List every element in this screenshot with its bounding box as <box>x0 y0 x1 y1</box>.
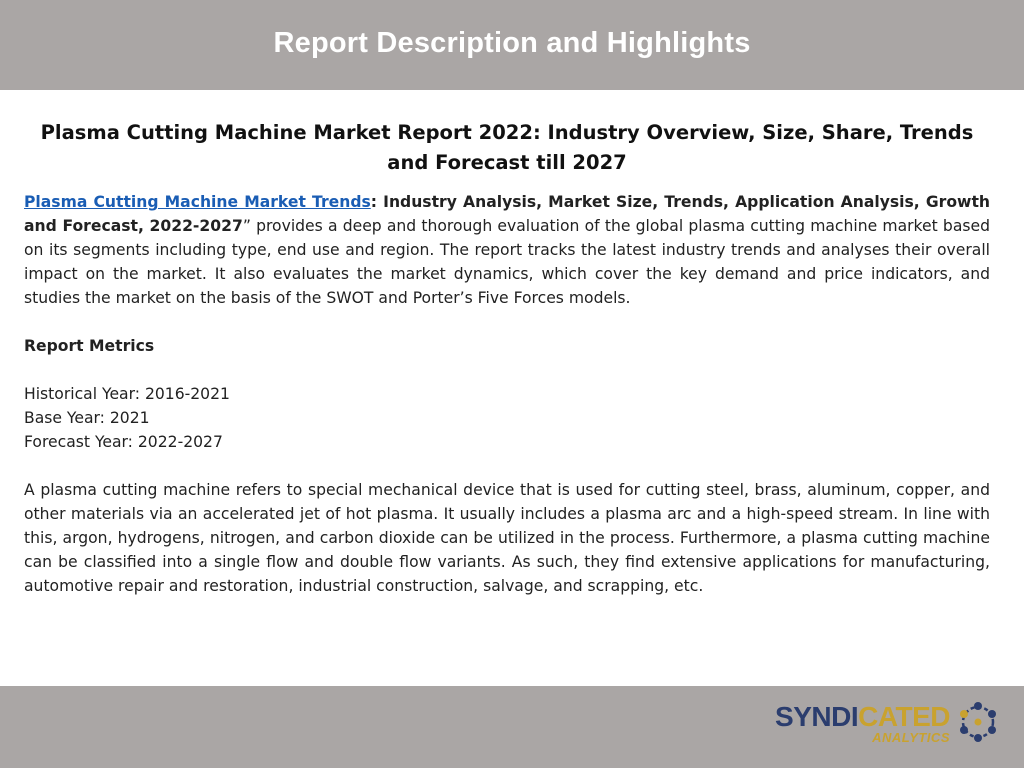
base-year: Base Year: 2021 <box>24 409 150 427</box>
logo-main-text: SYNDICATED <box>775 701 950 732</box>
spacer <box>24 454 990 478</box>
intro-paragraph <box>24 190 990 310</box>
dotted-circle-icon <box>956 700 1000 748</box>
page-title: Report Description and Highlights <box>273 26 751 59</box>
intro-bold-text: : Industry Analysis, Market Size, Trends, Application Analysis, Growth and Forecast, 2022-2027 <box>24 193 990 235</box>
logo-wordmark <box>775 703 950 745</box>
spacer <box>24 358 990 382</box>
header-bar <box>0 0 1024 90</box>
logo-sub-text: ANALYTICS <box>872 730 950 745</box>
report-metrics-heading: Report Metrics <box>24 337 155 355</box>
forecast-year: Forecast Year: 2022-2027 <box>24 433 223 451</box>
spacer <box>24 310 990 334</box>
intro-body-text: ” provides a deep and thorough evaluation of the global plasma cutting machine market based on its segments including type, end use and region. The report tracks the latest industry trends and analyses their overall impact on the market. It also evaluates the market dynamics, which cover the key demand and price indicators, and studies the market on the basis of the SWOT and Porter’s Five Forces models. <box>24 217 990 307</box>
description-paragraph: A plasma cutting machine refers to special mechanical device that is used for cutting steel, brass, aluminum, copper, and other materials via an accelerated jet of hot plasma. It usually includes a plasma arc and a high-speed stream. In line with this, argon, hydrogens, nitrogen, and carbon dioxide can be utilized in the process. Furthermore, a plasma cutting machine can be classified into a single flow and double flow variants. As such, they find extensive applications for manufacturing, automotive repair and restoration, industrial construction, salvage, and scrapping, etc. <box>24 481 990 595</box>
historical-year: Historical Year: 2016-2021 <box>24 385 230 403</box>
syndicated-analytics-logo[interactable] <box>775 700 1000 748</box>
footer-bar <box>0 686 1024 768</box>
market-trends-link[interactable]: Plasma Cutting Machine Market Trends <box>24 193 371 211</box>
main-content <box>24 118 990 598</box>
report-title: Plasma Cutting Machine Market Report 2022: Industry Overview, Size, Share, Trends and Forecast till 2027 <box>40 121 974 174</box>
